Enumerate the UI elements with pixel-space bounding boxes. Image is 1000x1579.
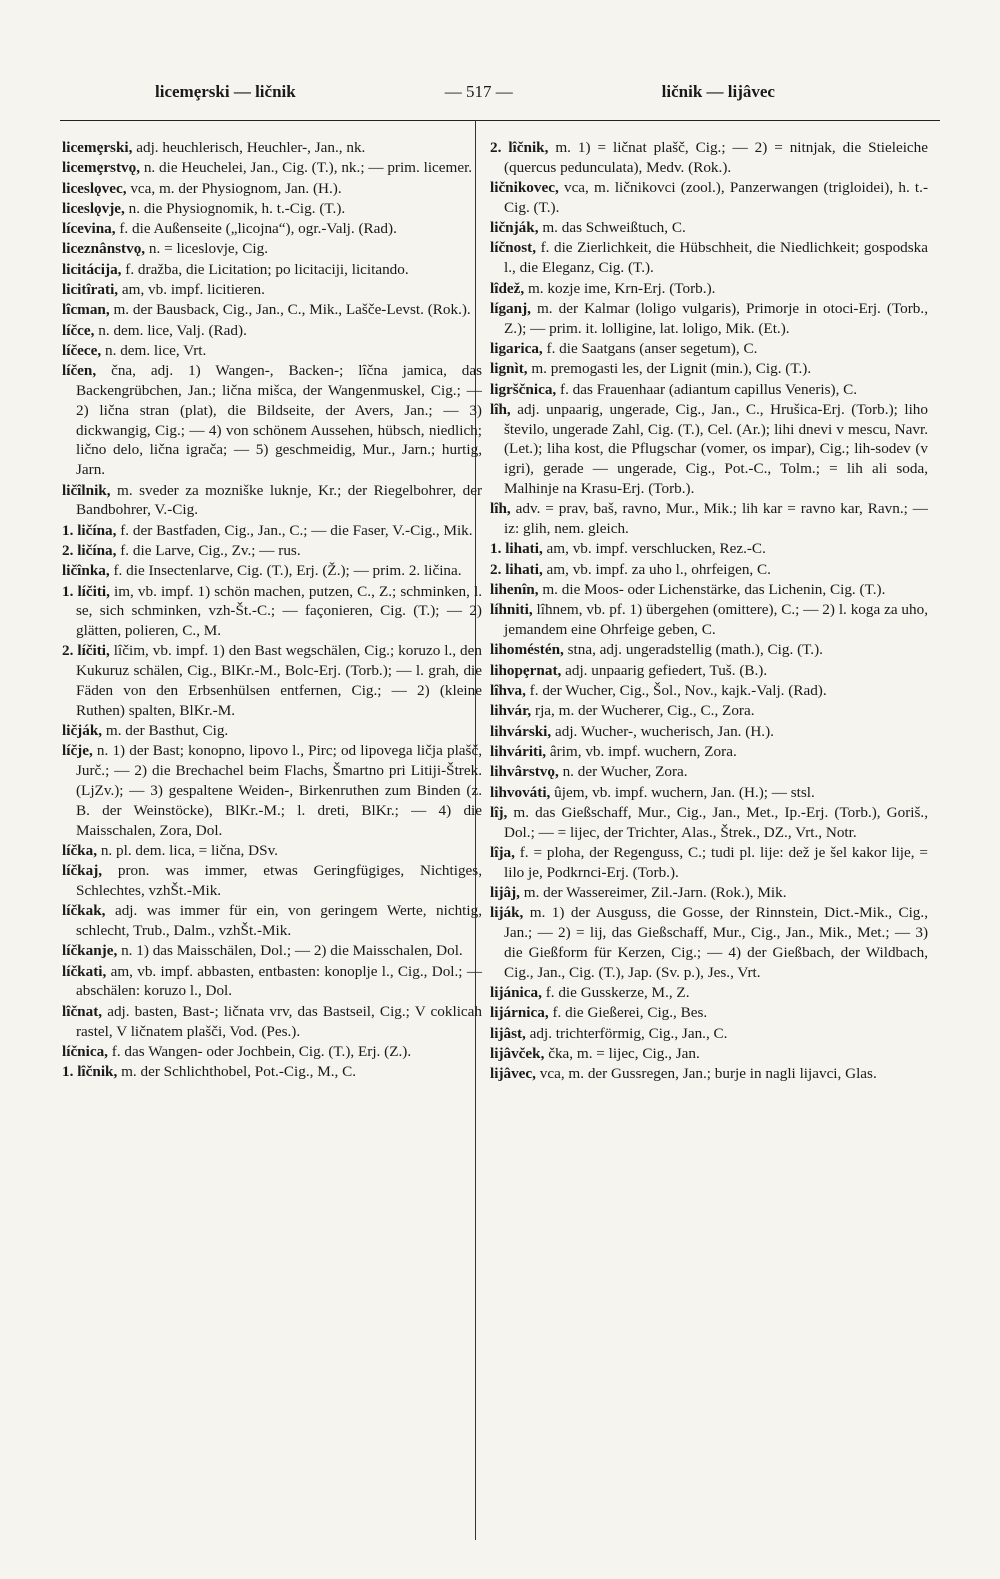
entry-headword: lihvár, [490, 702, 532, 720]
dictionary-entry [62, 962, 482, 1002]
entry-headword: 2. ličína, [62, 541, 117, 559]
dictionary-entry [490, 1024, 928, 1044]
entry-definition: lîčim, vb. impf. 1) den Bast wegschälen, Cig.; koruzo l., den Kukuruz schälen, Cig., BlKr.-M., Bolc-Erj. (Torb.); — l. grah, die Fäden von den Erbsenhülsen entfernen, Cig.; — 2) (kleine Ruthen) spalten, BlKr.-M. [76, 642, 482, 719]
entry-definition: m. der Wassereimer, Zil.-Jarn. (Rok.), Mik. [523, 883, 787, 901]
header-left: licemȩrski — ličnik [155, 82, 296, 101]
page-number: — 517 — [444, 82, 513, 101]
dictionary-entry [62, 721, 482, 741]
entry-definition: f. der Bastfaden, Cig., Jan., C.; — die Faser, V.-Cig., Mik. [120, 521, 473, 539]
entry-definition: n. die Physiognomik, h. t.-Cig. (T.). [128, 199, 346, 217]
header-right: ličnik — lijâvec [661, 82, 775, 101]
entry-definition: n. dem. lice, Vrt. [105, 341, 207, 359]
entry-definition: m. das Schweißtuch, C. [542, 219, 686, 237]
entry-definition: n. die Heuchelei, Jan., Cig. (T.), nk.; — prim. licemer. [143, 159, 473, 177]
entry-definition: f. die Außenseite („licojna“), ogr.-Valj. (Rad). [119, 220, 397, 238]
entry-headword: líčkaj, [62, 862, 103, 880]
entry-definition: vca, m. der Gussregen, Jan.; burje in nagli lijavci, Glas. [539, 1065, 877, 1083]
entry-headword: liceslǫvec, [62, 179, 127, 197]
entry-definition: f. die Gusskerze, M., Z. [545, 983, 690, 1001]
entry-headword: lijâvec, [490, 1065, 536, 1083]
entry-definition: m. der Schlichthobel, Pot.-Cig., M., C. [121, 1063, 357, 1081]
dictionary-entry [62, 300, 482, 320]
dictionary-entry [490, 843, 928, 883]
entry-headword: liceznânstvǫ, [62, 240, 146, 258]
entry-definition: m. 1) = ličnat plašč, Cig.; — 2) = nitnjak, die Stieleiche (quercus pedunculata), Medv. (Rok.). [504, 139, 929, 176]
entry-definition: f. = ploha, der Regenguss, C.; tudi pl. lije: dež je šel kakor lije, = lilo je, Podkrnci-Erj. (Torb.). [504, 843, 928, 881]
entry-definition: f. die Zierlichkeit, die Hübschheit, die Niedlichkeit; gospodska l., die Eleganz, Cig. (T.). [504, 239, 929, 277]
dictionary-entry [62, 138, 482, 158]
entry-definition: ârim, vb. impf. wuchern, Zora. [549, 742, 737, 760]
dictionary-entry [62, 280, 482, 300]
dictionary-entry [490, 580, 928, 600]
right-column [490, 138, 928, 1084]
entry-headword: lîh, [490, 500, 511, 518]
entry-headword: lícevina, [62, 220, 116, 238]
entry-headword: lîčnat, [62, 1002, 103, 1020]
dictionary-entry [62, 841, 482, 861]
dictionary-entry [490, 903, 928, 982]
entry-headword: lîh, [490, 400, 511, 418]
entry-headword: licitîrati, [62, 281, 119, 299]
dictionary-entry [490, 499, 928, 539]
dictionary-entry [62, 861, 482, 901]
dictionary-entry [490, 299, 928, 339]
entry-headword: lîhva, [490, 682, 526, 700]
entry-definition: pron. was immer, etwas Geringfügiges, Nichtiges, Schlechtes, vzhŠt.-Mik. [76, 862, 482, 899]
entry-definition: čna, adj. 1) Wangen-, Backen-; lîčna jamica, das Backengrübchen, Jan.; lična mišca, der Wangenmuskel, Cig.; — 2) lična stran (plat), die Bildseite, der Avers, Jan.; — 3) dickwangig, Cig.; — 4) von schönem Aussehen, hübsch, niedlich; lično delo, lična igrača; — 5) geschmeidig, Mur., Jarn.; hurtig, Jarn. [76, 362, 483, 479]
entry-definition: m. 1) der Ausguss, die Gosse, der Rinnstein, Dict.-Mik., Cig., Jan.; — 2) = lij, das Gießschaff, Mur., Cig., Jan., Mik., Met.; — 3) die Gießform für Kerzen, Cig.; — 4) der Gießbach, der Wildbach, Cig., Jan., Cig. (T.), Jap. (Sv. p.), Jes., Vrt. [504, 904, 928, 981]
entry-headword: líhniti, [490, 601, 533, 619]
dictionary-entry [490, 1044, 928, 1064]
entry-headword: líčen, [62, 362, 97, 380]
entry-headword: ligrščnica, [490, 380, 557, 398]
entry-definition: n. = liceslovje, Cig. [148, 240, 268, 258]
dictionary-entry [62, 582, 482, 641]
entry-headword: líganj, [490, 299, 531, 317]
dictionary-entry [490, 400, 928, 499]
entry-headword: ličînka, [62, 562, 110, 580]
entry-definition: m. der Kalmar (loligo vulgaris), Primorje in otoci-Erj. (Torb., Z.); — prim. it. lolligine, lat. loligo, Mik. (Et.). [504, 299, 928, 337]
entry-definition: stna, adj. ungeradstellig (math.), Cig. (T.). [567, 641, 823, 659]
entry-definition: n. pl. dem. lica, = lična, DSv. [100, 841, 278, 859]
entry-headword: ličják, [62, 722, 103, 740]
entry-headword: 1. lihati, [490, 540, 543, 558]
dictionary-entry [62, 1002, 482, 1042]
dictionary-entry [490, 359, 928, 379]
dictionary-entry [490, 762, 928, 782]
entry-definition: f. die Larve, Cig., Zv.; — rus. [120, 541, 301, 559]
entry-headword: líčje, [62, 742, 93, 760]
entry-headword: lîcman, [62, 301, 110, 319]
dictionary-entry [62, 239, 482, 259]
dictionary-entry [62, 481, 482, 521]
entry-headword: licitácija, [62, 260, 122, 278]
entry-headword: líčnost, [490, 239, 536, 257]
entry-definition: f. das Wangen- oder Jochbein, Cig. (T.), Erj. (Z.). [111, 1042, 412, 1060]
dictionary-entry [62, 321, 482, 341]
dictionary-entry [62, 541, 482, 561]
entry-headword: lijâj, [490, 883, 520, 901]
dictionary-entry [62, 179, 482, 199]
entry-headword: liják, [490, 904, 524, 922]
dictionary-entry [490, 218, 928, 238]
entry-headword: lijâst, [490, 1024, 526, 1042]
entry-definition: adj. Wucher-, wucherisch, Jan. (H.). [555, 722, 774, 740]
entry-definition: am, vb. impf. abbasten, entbasten: konoplje l., Cig., Dol.; — abschälen: koruzo l., Dol. [76, 962, 483, 1000]
entry-definition: f. die Gießerei, Cig., Bes. [552, 1004, 708, 1022]
entry-headword: líčka, [62, 841, 98, 859]
entry-definition: am, vb. impf. za uho l., ohrfeigen, C. [546, 560, 771, 578]
entry-definition: m. der Basthut, Cig. [105, 722, 229, 740]
dictionary-entry [62, 741, 482, 840]
entry-headword: licemȩrstvǫ, [62, 159, 141, 177]
dictionary-entry [62, 641, 482, 720]
entry-headword: 2. líčiti, [62, 642, 110, 660]
entry-definition: čka, m. = lijec, Cig., Jan. [548, 1044, 700, 1062]
dictionary-entry [490, 380, 928, 400]
entry-headword: 2. lihati, [490, 560, 543, 578]
dictionary-entry [62, 199, 482, 219]
dictionary-entry [62, 561, 482, 581]
entry-definition: am, vb. impf. licitieren. [121, 281, 265, 299]
entry-definition: adj. trichterförmig, Cig., Jan., C. [529, 1024, 728, 1042]
entry-headword: líčece, [62, 341, 102, 359]
entry-headword: líčnica, [62, 1042, 108, 1060]
entry-definition: m. sveder za mozniške luknje, Kr.; der Riegelbohrer, der Bandbohrer, V.-Cig. [76, 481, 483, 519]
dictionary-entry [490, 803, 928, 843]
entry-definition: f. die Insectenlarve, Cig. (T.), Erj. (Ž.); — prim. 2. ličina. [113, 562, 462, 580]
dictionary-entry [490, 539, 928, 559]
entry-definition: adj. unpaarig, ungerade, Cig., Jan., C., Hrušica-Erj. (Torb.); liho število, ungerade Zahl, Cig. (T.), Cel. (Ar.); lihi dnevi v mescu, Navr. (Let.); liha kost, die Pflugschar (vomer, os impar), Cig.; lih-sodev (v igri), gerade — ungerade, Cig., Pot.-C., Tolm.; = lih ali soda, Malhinje na Krasu-Erj. (Torb.). [504, 400, 928, 498]
page-header [155, 80, 775, 104]
entry-headword: lihvârstvǫ, [490, 763, 559, 781]
entry-definition: adj. basten, Bast-; ličnata vrv, das Bastseil, Cig.; V coklicah rastel, V ličnatem plašči, Vod. (Pes.). [76, 1002, 482, 1040]
entry-definition: ûjem, vb. impf. wuchern, Jan. (H.); — stsl. [554, 783, 815, 801]
entry-headword: ličnikovec, [490, 179, 559, 197]
entry-headword: líčkak, [62, 902, 106, 920]
entry-headword: lijâvček, [490, 1044, 545, 1062]
entry-definition: m. die Moos- oder Lichenstärke, das Lichenin, Cig. (T.). [542, 581, 886, 599]
dictionary-entry [62, 1042, 482, 1062]
dictionary-entry [490, 279, 928, 299]
entry-definition: n. der Wucher, Zora. [562, 763, 688, 781]
entry-headword: lihoméstén, [490, 641, 564, 659]
entry-definition: vca, m. ličnikovci (zool.), Panzerwangen (trigloidei), h. t.-Cig. (T.). [504, 179, 929, 216]
entry-definition: im, vb. impf. 1) schön machen, putzen, C., Z.; schminken, l. se, sich schminken, vzh-Št.-C.; — façonieren, Cig. (T.); — 2) glätten, polieren, C., M. [76, 582, 483, 640]
entry-definition: m. der Bausback, Cig., Jan., C., Mik., Lašče-Levst. (Rok.). [113, 301, 471, 319]
entry-headword: lîj, [490, 803, 508, 821]
entry-definition: adj. was immer für ein, von geringem Werte, nichtig, schlecht, Trub., Dalm., vzhŠt.-Mik. [76, 902, 483, 940]
dictionary-entry [490, 560, 928, 580]
dictionary-entry [62, 260, 482, 280]
entry-definition: f. dražba, die Licitation; po licitaciji, licitando. [125, 260, 409, 278]
entry-headword: ligarica, [490, 339, 543, 357]
dictionary-entry [490, 238, 928, 278]
entry-definition: adj. heuchlerisch, Heuchler-, Jan., nk. [136, 139, 366, 156]
dictionary-entry [490, 701, 928, 721]
left-column [62, 138, 482, 1082]
entry-definition: f. der Wucher, Cig., Šol., Nov., kajk.-Valj. (Rad). [529, 682, 827, 700]
entry-headword: 2. lîčnik, [490, 139, 549, 156]
entry-headword: lijánica, [490, 983, 542, 1001]
dictionary-entry [62, 941, 482, 961]
entry-definition: m. premogasti les, der Lignit (min.), Cig. (T.). [531, 360, 812, 378]
entry-definition: adj. unpaarig gefiedert, Tuš. (B.). [565, 661, 768, 679]
dictionary-entry [490, 681, 928, 701]
entry-definition: m. das Gießschaff, Mur., Cig., Jan., Met., Ip.-Erj. (Torb.), Goriš., Dol.; — = lijec, der Trichter, Alas., Štrek., DZ., Vrt., Notr. [504, 803, 929, 841]
dictionary-entry [62, 361, 482, 480]
dictionary-entry [490, 138, 928, 178]
dictionary-entry [62, 219, 482, 239]
dictionary-entry [490, 1064, 928, 1084]
entry-definition: f. die Saatgans (anser segetum), C. [546, 339, 758, 357]
entry-headword: líčkati, [62, 962, 107, 980]
dictionary-entry [62, 901, 482, 941]
entry-definition: vca, m. der Physiognom, Jan. (H.). [130, 179, 342, 197]
entry-definition: m. kozje ime, Krn-Erj. (Torb.). [527, 279, 716, 297]
entry-headword: lîdež, [490, 279, 525, 297]
entry-headword: liceslǫvje, [62, 199, 125, 217]
entry-headword: líčkanje, [62, 942, 118, 960]
dictionary-entry [62, 521, 482, 541]
entry-headword: lihváriti, [490, 742, 547, 760]
entry-definition: n. 1) das Maisschälen, Dol.; — 2) die Maisschalen, Dol. [121, 942, 463, 960]
entry-headword: 1. ličína, [62, 521, 117, 539]
header-rule [60, 120, 940, 121]
entry-definition: rja, m. der Wucherer, Cig., C., Zora. [535, 702, 755, 720]
dictionary-entry [490, 783, 928, 803]
entry-headword: lihenîn, [490, 581, 539, 599]
dictionary-entry [490, 178, 928, 218]
entry-definition: adv. = prav, baš, ravno, Mur., Mik.; lih kar = ravno kar, Ravn.; — iz: glih, nem. gleich. [504, 500, 928, 538]
entry-headword: líčce, [62, 321, 95, 339]
dictionary-entry [490, 640, 928, 660]
dictionary-entry [490, 742, 928, 762]
dictionary-entry [62, 158, 482, 178]
entry-definition: f. das Frauenhaar (adiantum capillus Veneris), C. [560, 380, 858, 398]
dictionary-entry [62, 341, 482, 361]
dictionary-entry [490, 600, 928, 640]
dictionary-entry [490, 661, 928, 681]
dictionary-entry [62, 1062, 482, 1082]
entry-definition: n. dem. lice, Valj. (Rad). [98, 321, 247, 339]
dictionary-entry [490, 983, 928, 1003]
entry-headword: lîja, [490, 843, 515, 861]
entry-headword: ličnják, [490, 219, 539, 237]
entry-headword: 1. líčiti, [62, 582, 110, 600]
dictionary-entry [490, 883, 928, 903]
entry-headword: lihopȩrnat, [490, 661, 562, 679]
entry-definition: n. 1) der Bast; konopno, lipovo l., Pirc; od lipovega ličja plašč, Jurč.; — 2) die Brechachel beim Flachs, Šmartno pri Litiji-Štrek. (LjZv.); — 3) gespaltene Weiden-, Birkenruthen zum Binden (z. B. der Weinstöcke), BlKr.-M.; l. dreti, BlKr.; — 4) die Maisschalen, Zora, Dol. [76, 742, 483, 839]
dictionary-entry [490, 722, 928, 742]
entry-headword: licemȩrski, [62, 139, 133, 156]
entry-headword: lihvováti, [490, 783, 551, 801]
entry-headword: 1. lîčnik, [62, 1063, 118, 1081]
dictionary-entry [490, 1003, 928, 1023]
entry-headword: lijárnica, [490, 1004, 549, 1022]
entry-headword: ličîlnik, [62, 481, 111, 499]
entry-definition: am, vb. impf. verschlucken, Rez.-C. [546, 540, 766, 558]
dictionary-entry [490, 339, 928, 359]
entry-headword: lignìt, [490, 360, 528, 378]
entry-definition: lîhnem, vb. pf. 1) übergehen (omittere), C.; — 2) l. koga za uho, jemandem eine Ohrfeige geben, C. [504, 601, 929, 639]
entry-headword: lihvárski, [490, 722, 552, 740]
